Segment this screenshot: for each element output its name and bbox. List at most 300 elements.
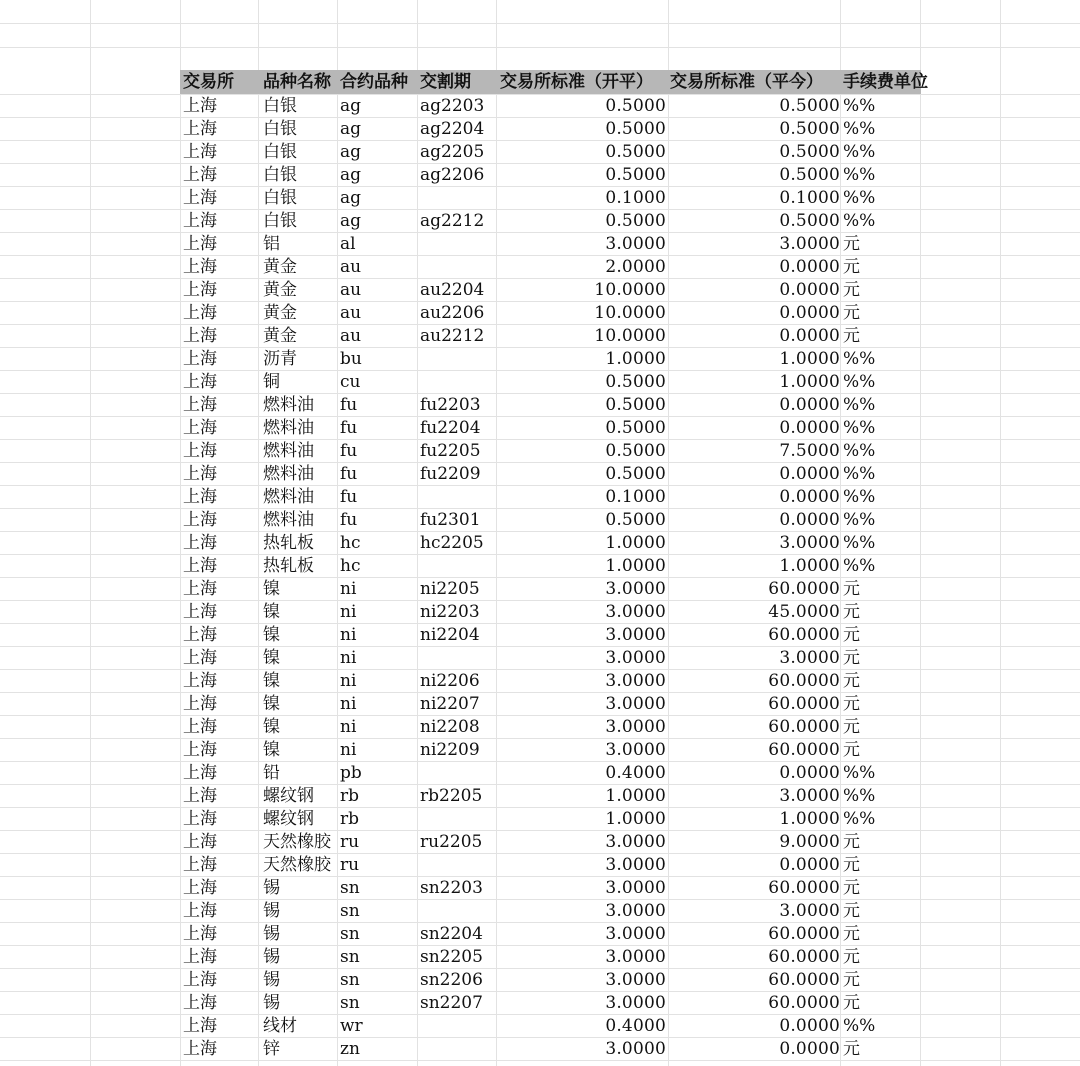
close-today-fee-cell[interactable]: 1.0000 — [779, 809, 840, 829]
table-row — [180, 761, 921, 784]
fee-unit-cell[interactable]: 元 — [843, 234, 860, 254]
close-today-fee-cell[interactable]: 3.0000 — [779, 648, 840, 668]
delivery-period-cell[interactable]: sn2206 — [420, 970, 483, 990]
delivery-period-cell[interactable]: ni2209 — [420, 740, 480, 760]
fee-unit-cell[interactable]: 元 — [843, 602, 860, 622]
exchange-cell[interactable]: 上海 — [183, 648, 217, 668]
exchange-cell[interactable]: 上海 — [183, 579, 217, 599]
exchange-cell[interactable]: 上海 — [183, 671, 217, 691]
exchange-cell[interactable]: 上海 — [183, 1039, 217, 1059]
table-row — [180, 163, 921, 186]
exchange-cell[interactable]: 上海 — [183, 763, 217, 783]
product-name-cell[interactable]: 镍 — [263, 671, 280, 691]
product-name-cell[interactable]: 铜 — [263, 372, 280, 392]
fee-unit-cell[interactable]: %% — [843, 1016, 876, 1036]
product-name-cell[interactable]: 黄金 — [263, 257, 297, 277]
delivery-period-cell[interactable]: fu2205 — [420, 441, 481, 461]
fee-unit-cell[interactable]: %% — [843, 786, 876, 806]
contract-product-cell[interactable]: ni — [340, 717, 357, 737]
exchange-cell[interactable]: 上海 — [183, 832, 217, 852]
delivery-period-cell[interactable]: ag2206 — [420, 165, 485, 185]
exchange-cell[interactable]: 上海 — [183, 234, 217, 254]
close-today-fee-cell[interactable]: 60.0000 — [768, 878, 840, 898]
open-close-fee-cell[interactable]: 3.0000 — [605, 970, 666, 990]
exchange-cell[interactable]: 上海 — [183, 280, 217, 300]
fee-unit-cell[interactable]: %% — [843, 372, 876, 392]
delivery-period-cell[interactable]: ag2205 — [420, 142, 485, 162]
close-today-fee-cell[interactable]: 0.0000 — [779, 510, 840, 530]
product-name-cell[interactable]: 天然橡胶 — [263, 855, 331, 875]
contract-product-cell[interactable]: hc — [340, 556, 361, 576]
close-today-fee-cell[interactable]: 60.0000 — [768, 694, 840, 714]
product-name-cell[interactable]: 镍 — [263, 694, 280, 714]
exchange-cell[interactable]: 上海 — [183, 372, 217, 392]
contract-product-cell[interactable]: ni — [340, 602, 357, 622]
product-name-cell[interactable]: 燃料油 — [263, 464, 314, 484]
fee-unit-cell[interactable]: 元 — [843, 740, 860, 760]
delivery-period-cell[interactable]: sn2207 — [420, 993, 483, 1013]
open-close-fee-cell[interactable]: 3.0000 — [605, 694, 666, 714]
product-name-cell[interactable]: 热轧板 — [263, 533, 314, 553]
exchange-cell[interactable]: 上海 — [183, 257, 217, 277]
open-close-fee-cell[interactable]: 3.0000 — [605, 579, 666, 599]
close-today-fee-cell[interactable]: 3.0000 — [779, 786, 840, 806]
exchange-cell[interactable]: 上海 — [183, 464, 217, 484]
exchange-cell[interactable]: 上海 — [183, 510, 217, 530]
contract-product-cell[interactable]: au — [340, 280, 362, 300]
contract-product-cell[interactable]: ni — [340, 648, 357, 668]
close-today-fee-cell[interactable]: 1.0000 — [779, 349, 840, 369]
contract-product-cell[interactable]: au — [340, 257, 362, 277]
close-today-fee-cell[interactable]: 0.5000 — [779, 165, 840, 185]
product-name-cell[interactable]: 燃料油 — [263, 395, 314, 415]
open-close-fee-cell[interactable]: 3.0000 — [605, 1039, 666, 1059]
close-today-fee-cell[interactable]: 0.0000 — [779, 257, 840, 277]
contract-product-cell[interactable]: fu — [340, 441, 358, 461]
open-close-fee-cell[interactable]: 2.0000 — [605, 257, 666, 277]
exchange-cell[interactable]: 上海 — [183, 924, 217, 944]
fee-unit-cell[interactable]: %% — [843, 464, 876, 484]
product-name-cell[interactable]: 铅 — [263, 763, 280, 783]
delivery-period-cell[interactable]: ni2208 — [420, 717, 480, 737]
table-row — [180, 899, 921, 922]
product-name-cell[interactable]: 黄金 — [263, 303, 297, 323]
header-exchange[interactable]: 交易所 — [183, 72, 234, 92]
close-today-fee-cell[interactable]: 0.0000 — [779, 1016, 840, 1036]
exchange-cell[interactable]: 上海 — [183, 878, 217, 898]
open-close-fee-cell[interactable]: 10.0000 — [594, 326, 666, 346]
open-close-fee-cell[interactable]: 1.0000 — [605, 349, 666, 369]
close-today-fee-cell[interactable]: 3.0000 — [779, 901, 840, 921]
exchange-cell[interactable]: 上海 — [183, 625, 217, 645]
fee-unit-cell[interactable]: 元 — [843, 625, 860, 645]
contract-product-cell[interactable]: fu — [340, 487, 358, 507]
fee-unit-cell[interactable]: %% — [843, 533, 876, 553]
close-today-fee-cell[interactable]: 0.5000 — [779, 211, 840, 231]
fee-unit-cell[interactable]: %% — [843, 487, 876, 507]
contract-product-cell[interactable]: ru — [340, 832, 360, 852]
delivery-period-cell[interactable]: ag2204 — [420, 119, 485, 139]
fee-unit-cell[interactable]: %% — [843, 809, 876, 829]
fee-unit-cell[interactable]: 元 — [843, 832, 860, 852]
exchange-cell[interactable]: 上海 — [183, 602, 217, 622]
exchange-cell[interactable]: 上海 — [183, 740, 217, 760]
contract-product-cell[interactable]: fu — [340, 510, 358, 530]
close-today-fee-cell[interactable]: 60.0000 — [768, 717, 840, 737]
contract-product-cell[interactable]: au — [340, 303, 362, 323]
open-close-fee-cell[interactable]: 3.0000 — [605, 947, 666, 967]
fee-unit-cell[interactable]: %% — [843, 395, 876, 415]
open-close-fee-cell[interactable]: 0.5000 — [605, 142, 666, 162]
close-today-fee-cell[interactable]: 0.0000 — [779, 763, 840, 783]
contract-product-cell[interactable]: fu — [340, 418, 358, 438]
product-name-cell[interactable]: 锡 — [263, 947, 280, 967]
fee-unit-cell[interactable]: 元 — [843, 694, 860, 714]
close-today-fee-cell[interactable]: 0.5000 — [779, 96, 840, 116]
close-today-fee-cell[interactable]: 0.0000 — [779, 303, 840, 323]
close-today-fee-cell[interactable]: 9.0000 — [779, 832, 840, 852]
contract-product-cell[interactable]: rb — [340, 809, 360, 829]
contract-product-cell[interactable]: sn — [340, 878, 360, 898]
delivery-period-cell[interactable]: fu2209 — [420, 464, 481, 484]
product-name-cell[interactable]: 燃料油 — [263, 510, 314, 530]
open-close-fee-cell[interactable]: 0.5000 — [605, 395, 666, 415]
close-today-fee-cell[interactable]: 7.5000 — [779, 441, 840, 461]
close-today-fee-cell[interactable]: 0.0000 — [779, 395, 840, 415]
exchange-cell[interactable]: 上海 — [183, 970, 217, 990]
table-row — [180, 991, 921, 1014]
grid-column-line — [90, 0, 91, 1066]
fee-unit-cell[interactable]: 元 — [843, 878, 860, 898]
exchange-cell[interactable]: 上海 — [183, 165, 217, 185]
header-product-name[interactable]: 品种名称 — [263, 72, 331, 92]
fee-unit-cell[interactable]: 元 — [843, 970, 860, 990]
fee-unit-cell[interactable]: %% — [843, 349, 876, 369]
delivery-period-cell[interactable]: sn2205 — [420, 947, 483, 967]
delivery-period-cell[interactable]: fu2204 — [420, 418, 481, 438]
product-name-cell[interactable]: 燃料油 — [263, 487, 314, 507]
fee-unit-cell[interactable]: 元 — [843, 993, 860, 1013]
open-close-fee-cell[interactable]: 0.5000 — [605, 441, 666, 461]
contract-product-cell[interactable]: ni — [340, 625, 357, 645]
delivery-period-cell[interactable]: ag2203 — [420, 96, 485, 116]
delivery-period-cell[interactable]: au2212 — [420, 326, 485, 346]
exchange-cell[interactable]: 上海 — [183, 188, 217, 208]
header-contract-product[interactable]: 合约品种 — [340, 72, 408, 92]
open-close-fee-cell[interactable]: 0.5000 — [605, 464, 666, 484]
open-close-fee-cell[interactable]: 3.0000 — [605, 602, 666, 622]
product-name-cell[interactable]: 热轧板 — [263, 556, 314, 576]
fee-unit-cell[interactable]: 元 — [843, 901, 860, 921]
exchange-cell[interactable]: 上海 — [183, 303, 217, 323]
contract-product-cell[interactable]: ni — [340, 740, 357, 760]
product-name-cell[interactable]: 螺纹钢 — [263, 786, 314, 806]
contract-product-cell[interactable]: wr — [340, 1016, 363, 1036]
open-close-fee-cell[interactable]: 0.1000 — [605, 487, 666, 507]
open-close-fee-cell[interactable]: 0.5000 — [605, 418, 666, 438]
exchange-cell[interactable]: 上海 — [183, 694, 217, 714]
fee-unit-cell[interactable]: %% — [843, 556, 876, 576]
delivery-period-cell[interactable]: fu2301 — [420, 510, 481, 530]
contract-product-cell[interactable]: zn — [340, 1039, 360, 1059]
exchange-cell[interactable]: 上海 — [183, 326, 217, 346]
fee-unit-cell[interactable]: 元 — [843, 717, 860, 737]
close-today-fee-cell[interactable]: 0.1000 — [779, 188, 840, 208]
open-close-fee-cell[interactable]: 3.0000 — [605, 717, 666, 737]
open-close-fee-cell[interactable]: 3.0000 — [605, 924, 666, 944]
header-close-today-standard[interactable]: 交易所标准（平今） — [670, 72, 823, 92]
delivery-period-cell[interactable]: ag2212 — [420, 211, 485, 231]
open-close-fee-cell[interactable]: 0.5000 — [605, 119, 666, 139]
fee-unit-cell[interactable]: 元 — [843, 855, 860, 875]
close-today-fee-cell[interactable]: 45.0000 — [768, 602, 840, 622]
contract-product-cell[interactable]: ni — [340, 671, 357, 691]
product-name-cell[interactable]: 锡 — [263, 878, 280, 898]
open-close-fee-cell[interactable]: 1.0000 — [605, 556, 666, 576]
product-name-cell[interactable]: 锡 — [263, 970, 280, 990]
contract-product-cell[interactable]: sn — [340, 993, 360, 1013]
close-today-fee-cell[interactable]: 0.0000 — [779, 326, 840, 346]
close-today-fee-cell[interactable]: 0.0000 — [779, 855, 840, 875]
contract-product-cell[interactable]: au — [340, 326, 362, 346]
close-today-fee-cell[interactable]: 0.5000 — [779, 142, 840, 162]
product-name-cell[interactable]: 镍 — [263, 717, 280, 737]
product-name-cell[interactable]: 白银 — [263, 96, 297, 116]
exchange-cell[interactable]: 上海 — [183, 211, 217, 231]
close-today-fee-cell[interactable]: 3.0000 — [779, 234, 840, 254]
fee-unit-cell[interactable]: %% — [843, 96, 876, 116]
open-close-fee-cell[interactable]: 0.5000 — [605, 96, 666, 116]
contract-product-cell[interactable]: ru — [340, 855, 360, 875]
open-close-fee-cell[interactable]: 3.0000 — [605, 671, 666, 691]
exchange-cell[interactable]: 上海 — [183, 487, 217, 507]
product-name-cell[interactable]: 锡 — [263, 924, 280, 944]
product-name-cell[interactable]: 镍 — [263, 740, 280, 760]
product-name-cell[interactable]: 锡 — [263, 901, 280, 921]
open-close-fee-cell[interactable]: 0.5000 — [605, 165, 666, 185]
product-name-cell[interactable]: 白银 — [263, 119, 297, 139]
contract-product-cell[interactable]: ag — [340, 96, 362, 116]
close-today-fee-cell[interactable]: 60.0000 — [768, 947, 840, 967]
open-close-fee-cell[interactable]: 1.0000 — [605, 809, 666, 829]
product-name-cell[interactable]: 镍 — [263, 625, 280, 645]
exchange-cell[interactable]: 上海 — [183, 855, 217, 875]
product-name-cell[interactable]: 白银 — [263, 142, 297, 162]
product-name-cell[interactable]: 燃料油 — [263, 441, 314, 461]
product-name-cell[interactable]: 沥青 — [263, 349, 297, 369]
product-name-cell[interactable]: 镍 — [263, 648, 280, 668]
close-today-fee-cell[interactable]: 60.0000 — [768, 970, 840, 990]
product-name-cell[interactable]: 黄金 — [263, 326, 297, 346]
delivery-period-cell[interactable]: rb2205 — [420, 786, 483, 806]
contract-product-cell[interactable]: ni — [340, 579, 357, 599]
close-today-fee-cell[interactable]: 0.0000 — [779, 418, 840, 438]
exchange-cell[interactable]: 上海 — [183, 556, 217, 576]
open-close-fee-cell[interactable]: 0.4000 — [605, 1016, 666, 1036]
contract-product-cell[interactable]: bu — [340, 349, 362, 369]
open-close-fee-cell[interactable]: 0.5000 — [605, 372, 666, 392]
exchange-cell[interactable]: 上海 — [183, 717, 217, 737]
open-close-fee-cell[interactable]: 3.0000 — [605, 993, 666, 1013]
open-close-fee-cell[interactable]: 10.0000 — [594, 280, 666, 300]
contract-product-cell[interactable]: al — [340, 234, 356, 254]
contract-product-cell[interactable]: sn — [340, 924, 360, 944]
fee-unit-cell[interactable]: %% — [843, 119, 876, 139]
close-today-fee-cell[interactable]: 60.0000 — [768, 993, 840, 1013]
exchange-cell[interactable]: 上海 — [183, 533, 217, 553]
product-name-cell[interactable]: 燃料油 — [263, 418, 314, 438]
product-name-cell[interactable]: 白银 — [263, 165, 297, 185]
product-name-cell[interactable]: 黄金 — [263, 280, 297, 300]
delivery-period-cell[interactable]: fu2203 — [420, 395, 481, 415]
header-delivery-period[interactable]: 交割期 — [420, 72, 471, 92]
exchange-cell[interactable]: 上海 — [183, 809, 217, 829]
close-today-fee-cell[interactable]: 0.0000 — [779, 487, 840, 507]
contract-product-cell[interactable]: ni — [340, 694, 357, 714]
exchange-cell[interactable]: 上海 — [183, 349, 217, 369]
product-name-cell[interactable]: 白银 — [263, 211, 297, 231]
fee-unit-cell[interactable]: 元 — [843, 1039, 860, 1059]
exchange-cell[interactable]: 上海 — [183, 418, 217, 438]
contract-product-cell[interactable]: ag — [340, 142, 362, 162]
product-name-cell[interactable]: 天然橡胶 — [263, 832, 331, 852]
open-close-fee-cell[interactable]: 3.0000 — [605, 234, 666, 254]
contract-product-cell[interactable]: fu — [340, 464, 358, 484]
contract-product-cell[interactable]: ag — [340, 165, 362, 185]
product-name-cell[interactable]: 线材 — [263, 1016, 297, 1036]
delivery-period-cell[interactable]: ru2205 — [420, 832, 483, 852]
contract-product-cell[interactable]: rb — [340, 786, 360, 806]
open-close-fee-cell[interactable]: 1.0000 — [605, 786, 666, 806]
fee-unit-cell[interactable]: %% — [843, 510, 876, 530]
table-row — [180, 807, 921, 830]
close-today-fee-cell[interactable]: 0.5000 — [779, 119, 840, 139]
exchange-cell[interactable]: 上海 — [183, 96, 217, 116]
fee-unit-cell[interactable]: %% — [843, 211, 876, 231]
product-name-cell[interactable]: 镍 — [263, 579, 280, 599]
fee-unit-cell[interactable]: 元 — [843, 579, 860, 599]
exchange-cell[interactable]: 上海 — [183, 786, 217, 806]
table-row — [180, 485, 921, 508]
table-row — [180, 462, 921, 485]
close-today-fee-cell[interactable]: 0.0000 — [779, 1039, 840, 1059]
fee-unit-cell[interactable]: 元 — [843, 280, 860, 300]
table-row — [180, 968, 921, 991]
product-name-cell[interactable]: 镍 — [263, 602, 280, 622]
close-today-fee-cell[interactable]: 1.0000 — [779, 556, 840, 576]
close-today-fee-cell[interactable]: 60.0000 — [768, 924, 840, 944]
product-name-cell[interactable]: 白银 — [263, 188, 297, 208]
contract-product-cell[interactable]: fu — [340, 395, 358, 415]
fee-unit-cell[interactable]: 元 — [843, 671, 860, 691]
contract-product-cell[interactable]: ag — [340, 188, 362, 208]
fee-unit-cell[interactable]: 元 — [843, 257, 860, 277]
open-close-fee-cell[interactable]: 3.0000 — [605, 878, 666, 898]
contract-product-cell[interactable]: ag — [340, 119, 362, 139]
contract-product-cell[interactable]: ag — [340, 211, 362, 231]
exchange-cell[interactable]: 上海 — [183, 1016, 217, 1036]
table-row — [180, 186, 921, 209]
delivery-period-cell[interactable]: sn2203 — [420, 878, 483, 898]
fee-unit-cell[interactable]: 元 — [843, 648, 860, 668]
close-today-fee-cell[interactable]: 60.0000 — [768, 579, 840, 599]
header-fee-unit[interactable]: 手续费单位 — [843, 72, 928, 92]
open-close-fee-cell[interactable]: 3.0000 — [605, 832, 666, 852]
delivery-period-cell[interactable]: sn2204 — [420, 924, 483, 944]
close-today-fee-cell[interactable]: 0.0000 — [779, 464, 840, 484]
open-close-fee-cell[interactable]: 3.0000 — [605, 740, 666, 760]
close-today-fee-cell[interactable]: 3.0000 — [779, 533, 840, 553]
header-open-close-standard[interactable]: 交易所标准（开平） — [500, 72, 653, 92]
fee-unit-cell[interactable]: %% — [843, 418, 876, 438]
table-row — [180, 439, 921, 462]
fee-unit-cell[interactable]: %% — [843, 188, 876, 208]
open-close-fee-cell[interactable]: 0.5000 — [605, 211, 666, 231]
table-row — [180, 370, 921, 393]
fee-unit-cell[interactable]: %% — [843, 441, 876, 461]
open-close-fee-cell[interactable]: 3.0000 — [605, 855, 666, 875]
product-name-cell[interactable]: 锌 — [263, 1039, 280, 1059]
fee-unit-cell[interactable]: 元 — [843, 947, 860, 967]
open-close-fee-cell[interactable]: 10.0000 — [594, 303, 666, 323]
fee-unit-cell[interactable]: %% — [843, 165, 876, 185]
delivery-period-cell[interactable]: hc2205 — [420, 533, 484, 553]
contract-product-cell[interactable]: sn — [340, 947, 360, 967]
contract-product-cell[interactable]: hc — [340, 533, 361, 553]
delivery-period-cell[interactable]: ni2206 — [420, 671, 480, 691]
exchange-cell[interactable]: 上海 — [183, 947, 217, 967]
close-today-fee-cell[interactable]: 60.0000 — [768, 625, 840, 645]
open-close-fee-cell[interactable]: 0.1000 — [605, 188, 666, 208]
close-today-fee-cell[interactable]: 1.0000 — [779, 372, 840, 392]
open-close-fee-cell[interactable]: 0.5000 — [605, 510, 666, 530]
open-close-fee-cell[interactable]: 3.0000 — [605, 648, 666, 668]
contract-product-cell[interactable]: cu — [340, 372, 361, 392]
contract-product-cell[interactable]: sn — [340, 901, 360, 921]
close-today-fee-cell[interactable]: 60.0000 — [768, 671, 840, 691]
exchange-cell[interactable]: 上海 — [183, 395, 217, 415]
commission-table — [180, 70, 928, 1060]
fee-unit-cell[interactable]: %% — [843, 763, 876, 783]
delivery-period-cell[interactable]: ni2207 — [420, 694, 480, 714]
open-close-fee-cell[interactable]: 3.0000 — [605, 901, 666, 921]
product-name-cell[interactable]: 螺纹钢 — [263, 809, 314, 829]
delivery-period-cell[interactable]: au2204 — [420, 280, 485, 300]
close-today-fee-cell[interactable]: 0.0000 — [779, 280, 840, 300]
delivery-period-cell[interactable]: ni2203 — [420, 602, 480, 622]
fee-unit-cell[interactable]: 元 — [843, 303, 860, 323]
open-close-fee-cell[interactable]: 1.0000 — [605, 533, 666, 553]
product-name-cell[interactable]: 锡 — [263, 993, 280, 1013]
contract-product-cell[interactable]: pb — [340, 763, 362, 783]
contract-product-cell[interactable]: sn — [340, 970, 360, 990]
delivery-period-cell[interactable]: au2206 — [420, 303, 485, 323]
product-name-cell[interactable]: 铝 — [263, 234, 280, 254]
fee-unit-cell[interactable]: %% — [843, 142, 876, 162]
exchange-cell[interactable]: 上海 — [183, 441, 217, 461]
exchange-cell[interactable]: 上海 — [183, 993, 217, 1013]
fee-unit-cell[interactable]: 元 — [843, 924, 860, 944]
fee-unit-cell[interactable]: 元 — [843, 326, 860, 346]
open-close-fee-cell[interactable]: 3.0000 — [605, 625, 666, 645]
exchange-cell[interactable]: 上海 — [183, 142, 217, 162]
close-today-fee-cell[interactable]: 60.0000 — [768, 740, 840, 760]
exchange-cell[interactable]: 上海 — [183, 901, 217, 921]
open-close-fee-cell[interactable]: 0.4000 — [605, 763, 666, 783]
exchange-cell[interactable]: 上海 — [183, 119, 217, 139]
delivery-period-cell[interactable]: ni2204 — [420, 625, 480, 645]
delivery-period-cell[interactable]: ni2205 — [420, 579, 480, 599]
